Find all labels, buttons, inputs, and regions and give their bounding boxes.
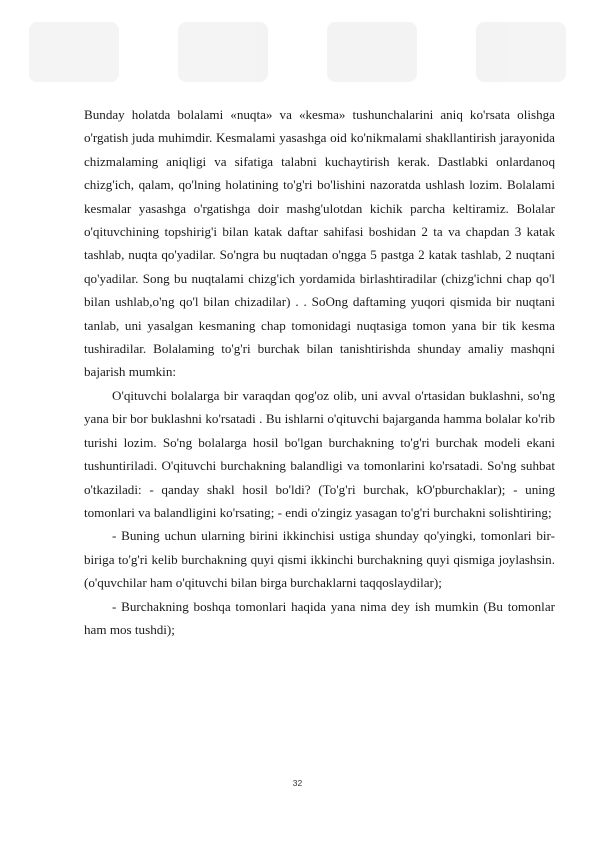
document-body [84, 103, 555, 641]
paragraph-3: - Buning uchun ularning birini ikkinchisi ustiga shunday qo'yingki, tomonlari bir-biriga to'g'ri kelib burchakning quyi qismi ikkinchi burchakning quyi qismiga joylashsin. (o'quvchilar ham o'qituvchi bilan birga burchaklarni taqqoslaydilar); [84, 528, 555, 591]
watermark-logo [327, 22, 417, 82]
paragraph-1: Bunday holatda bolalami «nuqta» va «kesma» tushunchalarini aniq ko'rsata olishga o'rgatish juda muhimdir. Kesmalami yasashga oid ko'nikmalami shakllantirish jarayonida chizmalaming aniqligi va sifatiga talabni kuchaytirish kerak. Dastlabki onlardanoq chizg'ich, qalam, qo'lning holatining to'g'ri bo'lishini nazoratda ushlash lozim. Bolalami kesmalar yasashga o'rgatishga doir mashg'ulotdan kichik parcha keltiramiz. Bolalar o'qituvchining topshirig'i bilan katak daftar sahifasi boshidan 2 ta va chapdan 3 katak tashlab, nuqta qo'yadilar. So'ngra bu nuqtadan o'ngga 5 pastga 2 katak tashlab, 2 nuqtani qo'yadilar. Song bu nuqtalami chizg'ich yordamida birlashtiradilar (chizg'ichni chap qo'l bilan ushlab,o'ng qo'l bilan chizadilar) . . SoOng daftaming yuqori qismida bir nuqtani tanlab, uni yasalgan kesmaning chap tomonidagi nuqtasiga tomon yana bir tik kesma tushiradilar. Bolalaming to'g'ri burchak bilan tanishtirishda shunday amaliy mashqni bajarish mumkin: [84, 107, 555, 380]
watermark-logo [29, 22, 119, 82]
watermark-band-top [0, 22, 595, 82]
page-number: 32 [292, 778, 303, 788]
watermark-logo [476, 22, 566, 82]
paragraph-2: O'qituvchi bolalarga bir varaqdan qog'oz olib, uni avval o'rtasidan buklashni, so'ng yana bir bor buklashni ko'rsatadi . Bu ishlarni o'qituvchi bajarganda hamma bolalar ko'rib turishi lozim. So'ng bolalarga hosil bo'lgan burchakning to'g'ri burchak modeli ekani tushuntiriladi. O'qituvchi burchakning balandligi va tomonlarini ko'rsatadi. So'ng suhbat o'tkaziladi: - qanday shakl hosil bo'ldi? (To'g'ri burchak, kO'pburchaklar); - uning tomonlari va balandligini ko'rsating; - endi o'zingiz yasagan to'g'ri burchakni solishtiring; [84, 387, 555, 520]
paragraph-4: - Burchakning boshqa tomonlari haqida yana nima dey ish mumkin (Bu tomonlar ham mos tushdi); [84, 598, 555, 637]
watermark-logo [178, 22, 268, 82]
